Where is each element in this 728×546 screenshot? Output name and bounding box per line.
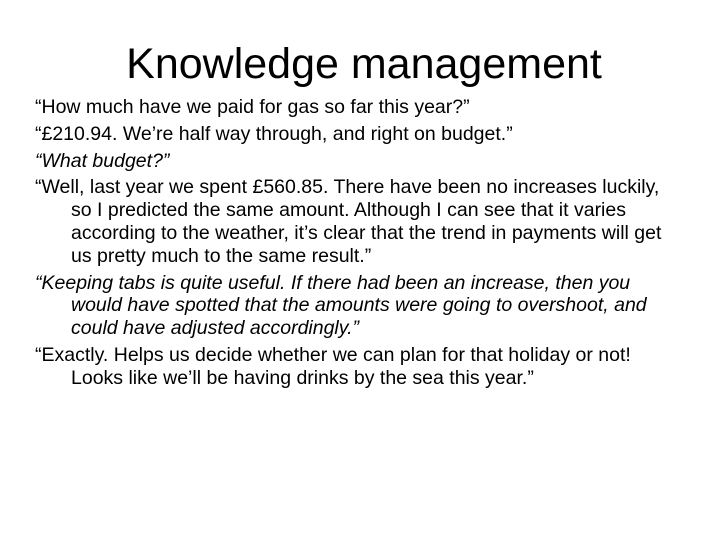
paragraph-what-budget: “What budget?” [35,149,170,172]
paragraph-keeping-tabs: “Keeping tabs is quite useful. If there had been an increase, then you would have spotted that the amounts were going to overshoot, and could have adjusted accordingly.” [35,271,647,340]
slide-body [35,96,685,394]
paragraph-holiday: “Exactly. Helps us decide whether we can plan for that holiday or not! Looks like we’ll be having drinks by the sea this year.” [35,343,631,389]
slide-title: Knowledge management [126,40,602,88]
paragraph-budget-answer: “£210.94. We’re half way through, and right on budget.” [35,122,513,145]
paragraph-gas-question: “How much have we paid for gas so far this year?” [35,96,470,118]
paragraph-last-year: “Well, last year we spent £560.85. There have been no increases luckily, so I predicted the same amount. Although I can see that it varies according to the weather, it’s clear that the trend in payments will get us pretty much to the same result.” [35,176,662,267]
